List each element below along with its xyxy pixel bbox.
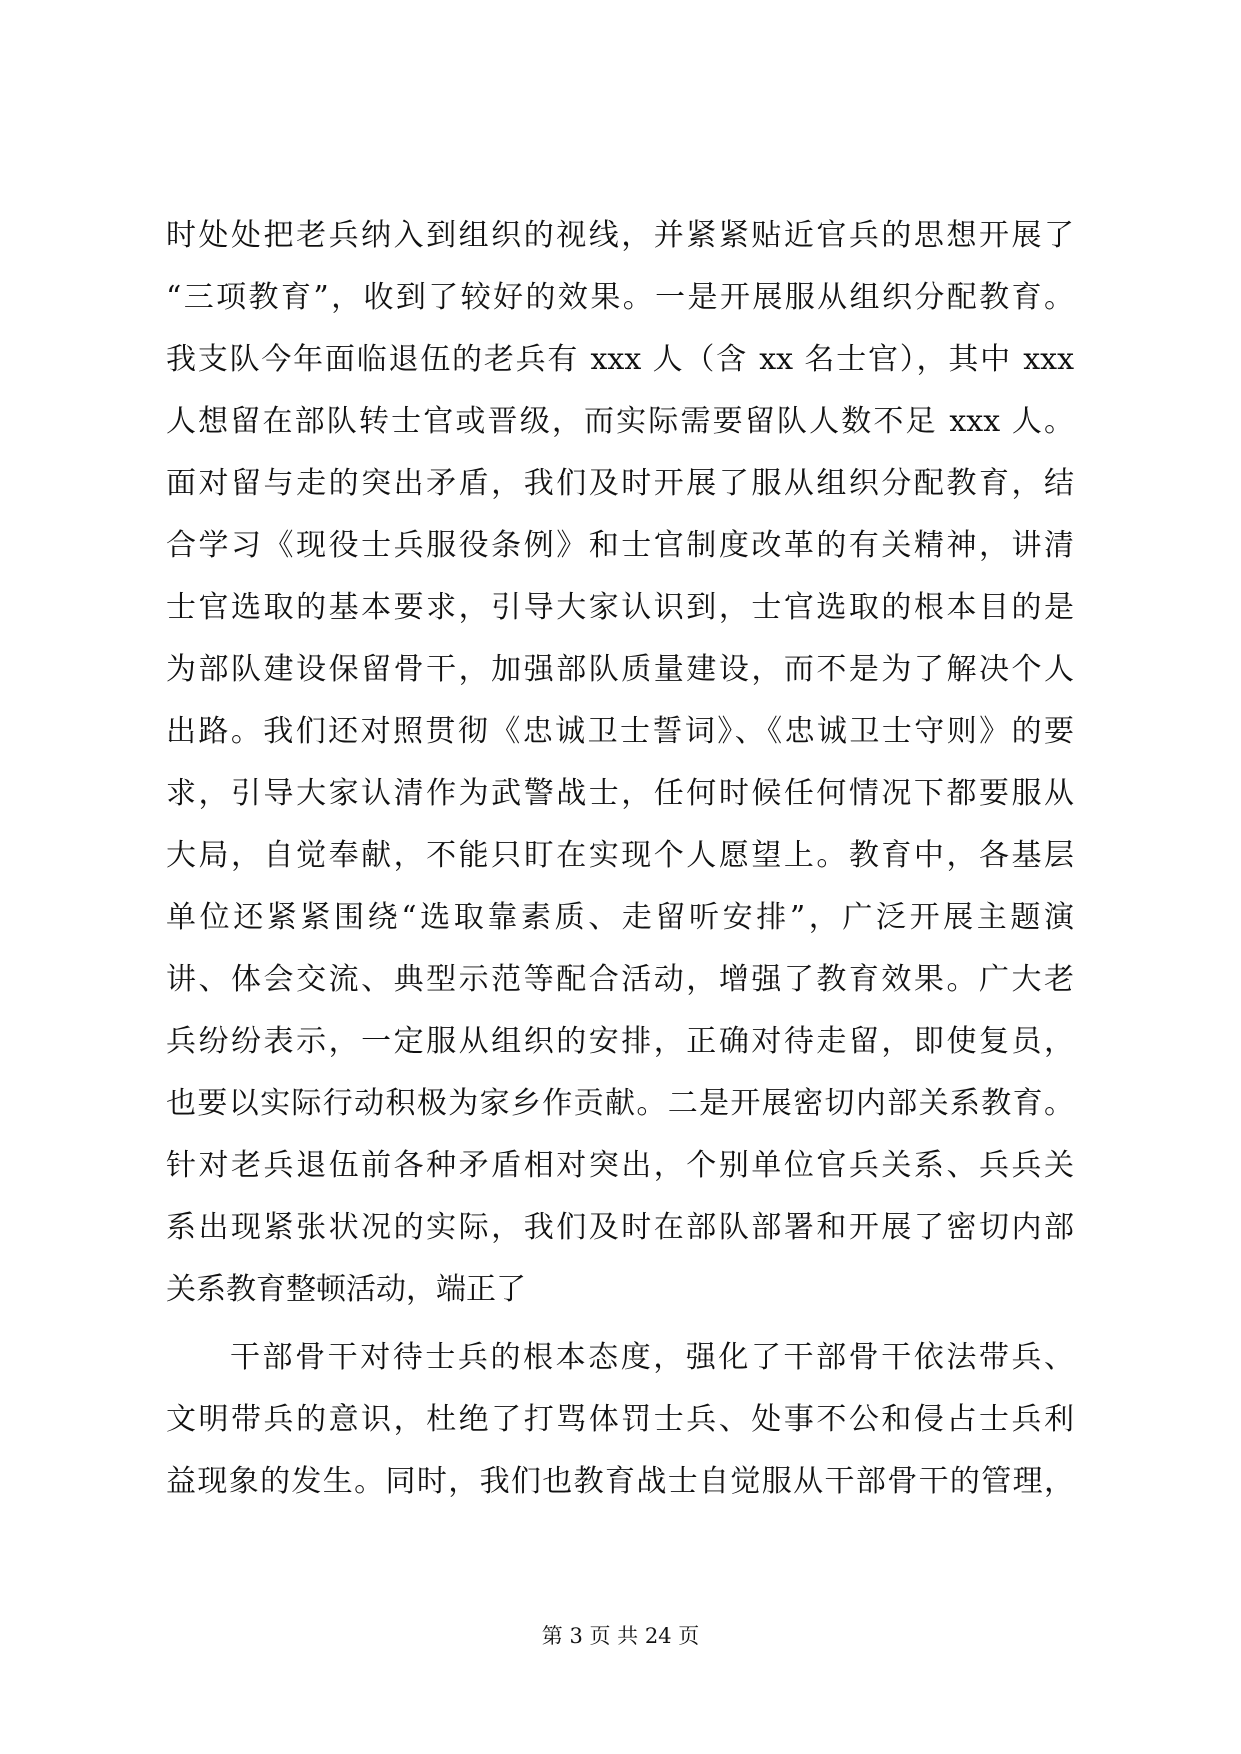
text-line: 也要以实际行动积极为家乡作贡献。二是开展密切内部关系教育。 [166, 1086, 1074, 1121]
text-line: 益现象的发生。同时，我们也教育战士自觉服从干部骨干的管理， [166, 1464, 1074, 1499]
text-line: 时处处把老兵纳入到组织的视线，并紧紧贴近官兵的思想开展了 [166, 218, 1074, 253]
text-line: 兵纷纷表示，一定服从组织的安排，正确对待走留，即使复员， [166, 1024, 1074, 1059]
text-line: 干部骨干对待士兵的根本态度，强化了干部骨干依法带兵、 [230, 1340, 1074, 1375]
text-line: 面对留与走的突出矛盾，我们及时开展了服从组织分配教育，结 [166, 466, 1074, 501]
text-line: “三项教育”，收到了较好的效果。一是开展服从组织分配教育。 [166, 280, 1074, 315]
text-line: 我支队今年面临退伍的老兵有 xxx 人（含 xx 名士官），其中 xxx [166, 342, 1074, 377]
text-line: 单位还紧紧围绕“选取靠素质、走留听安排”，广泛开展主题演 [166, 900, 1074, 935]
page-footer: 第 3 页 共 24 页 [541, 1624, 700, 1648]
text-line: 求，引导大家认清作为武警战士，任何时候任何情况下都要服从 [166, 776, 1074, 811]
paragraph-1 [166, 205, 1074, 1321]
text-line: 系出现紧张状况的实际，我们及时在部队部署和开展了密切内部 [166, 1210, 1074, 1245]
body-text [166, 205, 1074, 1513]
text-line: 关系教育整顿活动，端正了 [166, 1272, 526, 1307]
text-line: 人想留在部队转士官或晋级，而实际需要留队人数不足 xxx 人。 [166, 404, 1074, 439]
text-line: 合学习《现役士兵服役条例》和士官制度改革的有关精神，讲清 [166, 528, 1074, 563]
text-line: 大局，自觉奉献，不能只盯在实现个人愿望上。教育中，各基层 [166, 838, 1074, 873]
text-line: 讲、体会交流、典型示范等配合活动，增强了教育效果。广大老 [166, 962, 1074, 997]
text-line: 为部队建设保留骨干，加强部队质量建设，而不是为了解决个人 [166, 652, 1074, 687]
text-line: 出路。我们还对照贯彻《忠诚卫士誓词》、《忠诚卫士守则》的要 [166, 714, 1074, 749]
text-line: 文明带兵的意识，杜绝了打骂体罚士兵、处事不公和侵占士兵利 [166, 1402, 1074, 1437]
paragraph-2 [166, 1327, 1074, 1513]
text-line: 针对老兵退伍前各种矛盾相对突出，个别单位官兵关系、兵兵关 [166, 1148, 1074, 1183]
text-line: 士官选取的基本要求，引导大家认识到，士官选取的根本目的是 [166, 590, 1074, 625]
